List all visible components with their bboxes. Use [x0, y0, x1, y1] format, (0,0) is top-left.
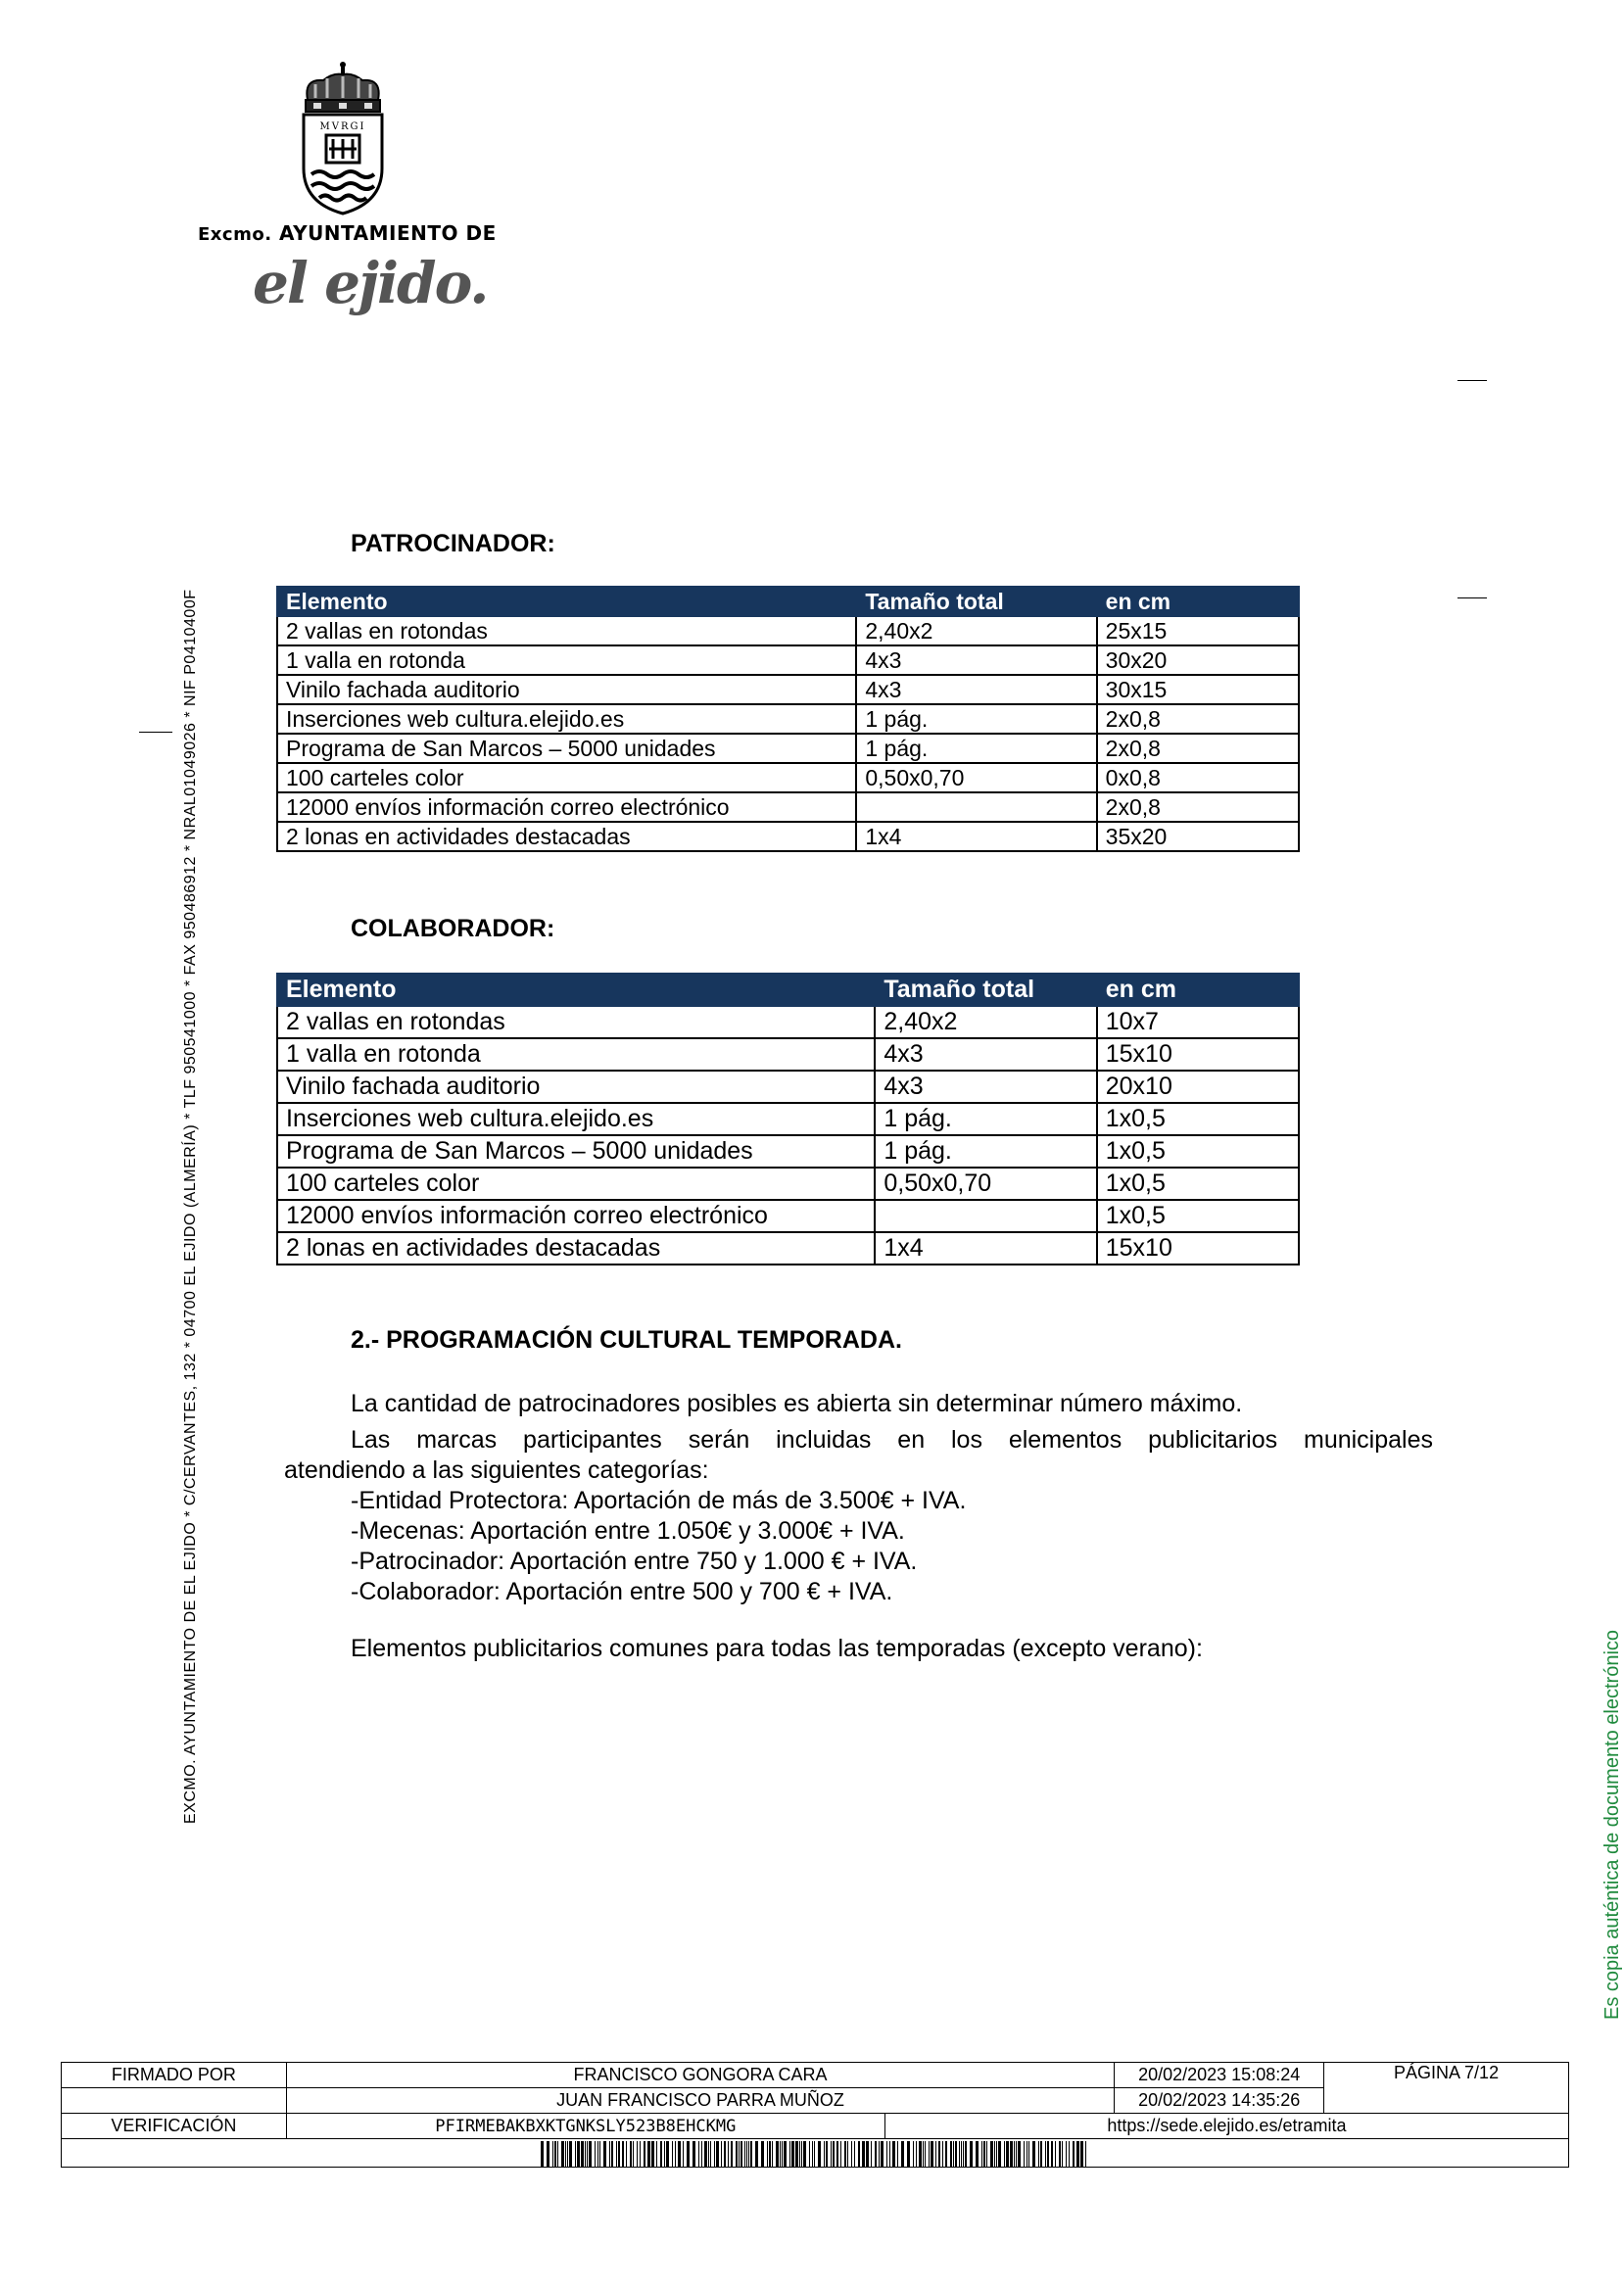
- barcode-bar: [664, 2141, 665, 2167]
- barcode-bar: [776, 2141, 779, 2167]
- barcode-bar: [710, 2141, 711, 2167]
- barcode-bar: [1024, 2141, 1025, 2167]
- table-header: Elemento: [277, 587, 856, 616]
- barcode-bar: [780, 2141, 781, 2167]
- table-header: Elemento: [277, 974, 875, 1006]
- barcode-bar: [789, 2141, 790, 2167]
- barcode-bar: [640, 2141, 641, 2167]
- barcode-bar: [1059, 2141, 1061, 2167]
- barcode-bar: [622, 2141, 624, 2167]
- table-header: en cm: [1097, 587, 1299, 616]
- barcode-bar: [704, 2141, 707, 2167]
- table-cell: 2x0,8: [1097, 734, 1299, 763]
- barcode-bar: [831, 2141, 832, 2167]
- table-cell: Programa de San Marcos – 5000 unidades: [277, 734, 856, 763]
- barcode-bar: [637, 2141, 638, 2167]
- table-cell: 1x0,5: [1097, 1200, 1299, 1232]
- coat-of-arms-logo: [294, 61, 392, 217]
- table-cell: 1x4: [856, 822, 1096, 851]
- paragraph-patrocinadores: La cantidad de patrocinadores posibles es abierta sin determinar número máximo.: [351, 1390, 1243, 1417]
- barcode-bar: [901, 2141, 904, 2167]
- barcode-bar: [942, 2141, 943, 2167]
- barcode-bar: [994, 2141, 995, 2167]
- barcode-bar: [803, 2141, 806, 2167]
- table-cell: 2 lonas en actividades destacadas: [277, 1232, 875, 1265]
- table-row: [277, 792, 1299, 822]
- table-cell: 1 pág.: [875, 1103, 1096, 1135]
- barcode-bar: [851, 2141, 852, 2167]
- table-cell: 2x0,8: [1097, 704, 1299, 734]
- table-cell: 20x10: [1097, 1071, 1299, 1103]
- barcode-bar: [557, 2141, 558, 2167]
- barcode-bar: [547, 2141, 549, 2167]
- barcode-bar: [597, 2141, 598, 2167]
- table-cell: Vinilo fachada auditorio: [277, 675, 856, 704]
- barcode-bar: [996, 2141, 997, 2167]
- barcode-bar: [913, 2141, 914, 2167]
- verification-code: PFIRMEBAKBXKTGNKSLY523B8EHCKMG: [287, 2114, 885, 2138]
- signed-by-label: FIRMADO POR: [62, 2063, 287, 2088]
- barcode-bar: [986, 2141, 987, 2167]
- barcode-bar: [812, 2141, 813, 2167]
- barcode-bar: [1018, 2141, 1021, 2167]
- barcode-bar: [826, 2141, 828, 2167]
- barcode-bar: [660, 2141, 662, 2167]
- barcode-bar: [1080, 2141, 1083, 2167]
- paragraph-elementos-comunes: Elementos publicitarios comunes para todas las temporadas (excepto verano):: [351, 1635, 1203, 1662]
- barcode-bar: [809, 2141, 810, 2167]
- table-cell: 2 vallas en rotondas: [277, 1006, 875, 1038]
- barcode-bar: [833, 2141, 835, 2167]
- barcode-bar: [595, 2141, 596, 2167]
- table-cell: 0,50x0,70: [856, 763, 1096, 792]
- barcode-bar: [744, 2141, 745, 2167]
- table-cell: 1 pág.: [875, 1135, 1096, 1168]
- barcode-bar: [761, 2141, 764, 2167]
- barcode-bar: [1032, 2141, 1035, 2167]
- barcode-bar: [818, 2141, 821, 2167]
- table-cell: 4x3: [856, 645, 1096, 675]
- table-cell: 12000 envíos información correo electrónico: [277, 1200, 875, 1232]
- barcode-bar: [836, 2141, 838, 2167]
- barcode-bar: [698, 2141, 699, 2167]
- barcode-bar: [1055, 2141, 1056, 2167]
- barcode-bar: [935, 2141, 936, 2167]
- barcode-bar: [630, 2141, 632, 2167]
- barcode-bar: [746, 2141, 747, 2167]
- barcode-bar: [724, 2141, 726, 2167]
- table-row: [277, 734, 1299, 763]
- barcode-bar: [955, 2141, 957, 2167]
- colaborador-title: COLABORADOR:: [351, 915, 555, 942]
- barcode-bar: [871, 2141, 872, 2167]
- barcode-bar: [889, 2141, 890, 2167]
- barcode-bar: [708, 2141, 709, 2167]
- barcode-bar: [587, 2141, 588, 2167]
- barcode-bar: [795, 2141, 798, 2167]
- colaborador-table: [276, 973, 1300, 1265]
- barcode-bar: [611, 2141, 613, 2167]
- barcode-bar: [1069, 2141, 1070, 2167]
- table-row: [277, 822, 1299, 851]
- barcode-bar: [879, 2141, 880, 2167]
- barcode-bar: [716, 2141, 719, 2167]
- barcode-row: [62, 2139, 1569, 2168]
- barcode-bar: [1047, 2141, 1049, 2167]
- table-row: [277, 763, 1299, 792]
- barcode-bar: [603, 2141, 606, 2167]
- barcode-bar: [1045, 2141, 1046, 2167]
- table-cell: 12000 envíos información correo electrónico: [277, 792, 856, 822]
- barcode-bar: [784, 2141, 787, 2167]
- verification-row: [286, 2114, 1568, 2139]
- barcode-bar: [1014, 2141, 1015, 2167]
- table-row: [277, 675, 1299, 704]
- table-cell: 10x7: [1097, 1006, 1299, 1038]
- verification-url[interactable]: https://sede.elejido.es/etramita: [1107, 2116, 1347, 2135]
- barcode-bar: [923, 2141, 924, 2167]
- paragraph-marcas: [284, 1425, 1433, 1486]
- barcode-bar: [714, 2141, 715, 2167]
- table-cell: 2 vallas en rotondas: [277, 616, 856, 645]
- barcode-bar: [721, 2141, 722, 2167]
- barcode-bar: [687, 2141, 690, 2167]
- table-cell: Programa de San Marcos – 5000 unidades: [277, 1135, 875, 1168]
- barcode-bar: [1028, 2141, 1029, 2167]
- table-cell: Inserciones web cultura.elejido.es: [277, 704, 856, 734]
- svg-text:MVRGI: MVRGI: [319, 121, 366, 132]
- table-row: [277, 1168, 1299, 1200]
- programacion-title: 2.- PROGRAMACIÓN CULTURAL TEMPORADA.: [351, 1326, 902, 1354]
- barcode-bar: [998, 2141, 1001, 2167]
- barcode-bar: [862, 2141, 865, 2167]
- signature-date: 20/02/2023 15:08:24: [1115, 2063, 1324, 2088]
- table-row: [277, 645, 1299, 675]
- margin-mark: [1457, 380, 1487, 381]
- barcode-bar: [1066, 2141, 1067, 2167]
- barcode: [541, 2141, 1089, 2167]
- table-cell: 35x20: [1097, 822, 1299, 851]
- table-cell: 1x0,5: [1097, 1103, 1299, 1135]
- barcode-bar: [959, 2141, 960, 2167]
- barcode-bar: [840, 2141, 841, 2167]
- empty-cell: [62, 2088, 287, 2114]
- barcode-bar: [931, 2141, 933, 2167]
- list-item: -Mecenas: Aportación entre 1.050€ y 3.000€ + IVA.: [351, 1517, 905, 1545]
- patrocinador-table: [276, 586, 1300, 852]
- table-row: [277, 1200, 1299, 1232]
- table-cell: 15x10: [1097, 1038, 1299, 1071]
- table-row: [277, 1103, 1299, 1135]
- barcode-bar: [748, 2141, 749, 2167]
- barcode-bar: [854, 2141, 855, 2167]
- barcode-bar: [907, 2141, 910, 2167]
- barcode-bar: [1073, 2141, 1075, 2167]
- table-cell: 0x0,8: [1097, 763, 1299, 792]
- barcode-bar: [929, 2141, 930, 2167]
- side-address-text: EXCMO. AYUNTAMIENTO DE EL EJIDO * C/CERVANTES, 132 * 04700 EL EJIDO (ALMERÍA) * TLF 950541000 * FAX 950486912 * NRAL01049026 * NIF P0410400F: [182, 589, 199, 1824]
- table-cell: 0,50x0,70: [875, 1168, 1096, 1200]
- verification-label: VERIFICACIÓN: [62, 2114, 287, 2139]
- table-header: Tamaño total: [875, 974, 1096, 1006]
- logo-institution-name: [198, 221, 497, 245]
- barcode-bar: [541, 2141, 544, 2167]
- patrocinador-title: PATROCINADOR:: [351, 530, 555, 557]
- table-row: [277, 1232, 1299, 1265]
- barcode-bar: [801, 2141, 802, 2167]
- barcode-bar: [750, 2141, 752, 2167]
- barcode-bar: [945, 2141, 947, 2167]
- barcode-bar: [814, 2141, 815, 2167]
- page-number: PÁGINA 7/12: [1324, 2063, 1569, 2114]
- barcode-bar: [644, 2141, 645, 2167]
- barcode-bar: [938, 2141, 940, 2167]
- barcode-bar: [1085, 2141, 1086, 2167]
- signature-table: [61, 2062, 1569, 2168]
- barcode-bar: [950, 2141, 952, 2167]
- table-cell: 1 pág.: [856, 734, 1096, 763]
- table-cell: 1 pág.: [856, 704, 1096, 734]
- barcode-bar: [990, 2141, 993, 2167]
- barcode-bar: [693, 2141, 695, 2167]
- barcode-bar: [675, 2141, 676, 2167]
- barcode-bar: [1010, 2141, 1013, 2167]
- list-item: -Entidad Protectora: Aportación de más de 3.500€ + IVA.: [351, 1487, 967, 1514]
- table-row: [277, 1006, 1299, 1038]
- table-header: en cm: [1097, 974, 1299, 1006]
- barcode-bar: [981, 2141, 982, 2167]
- logo-prefix: Excmo.: [198, 224, 272, 245]
- barcode-bar: [755, 2141, 758, 2167]
- barcode-bar: [925, 2141, 926, 2167]
- table-row: [277, 1038, 1299, 1071]
- barcode-bar: [672, 2141, 673, 2167]
- barcode-bar: [656, 2141, 657, 2167]
- table-cell: 15x10: [1097, 1232, 1299, 1265]
- barcode-bar: [847, 2141, 848, 2167]
- barcode-bar: [728, 2141, 729, 2167]
- barcode-bar: [569, 2141, 572, 2167]
- table-cell: 30x20: [1097, 645, 1299, 675]
- barcode-bar: [983, 2141, 985, 2167]
- barcode-bar: [666, 2141, 669, 2167]
- barcode-bar: [875, 2141, 877, 2167]
- barcode-bar: [552, 2141, 553, 2167]
- barcode-bar: [651, 2141, 654, 2167]
- table-cell: Vinilo fachada auditorio: [277, 1071, 875, 1103]
- table-cell: 1x0,5: [1097, 1168, 1299, 1200]
- table-cell: Inserciones web cultura.elejido.es: [277, 1103, 875, 1135]
- barcode-bar: [976, 2141, 979, 2167]
- barcode-bar: [678, 2141, 681, 2167]
- list-item: -Colaborador: Aportación entre 500 y 700 € + IVA.: [351, 1578, 893, 1605]
- list-item: -Patrocinador: Aportación entre 750 y 1.000 € + IVA.: [351, 1548, 918, 1575]
- table-cell: 4x3: [856, 675, 1096, 704]
- barcode-bar: [647, 2141, 650, 2167]
- table-row: [277, 1135, 1299, 1168]
- categories-list: [351, 1486, 966, 1607]
- table-cell: 30x15: [1097, 675, 1299, 704]
- barcode-bar: [585, 2141, 586, 2167]
- table-cell: 25x15: [1097, 616, 1299, 645]
- barcode-bar: [1040, 2141, 1042, 2167]
- table-cell: 1 valla en rotonda: [277, 1038, 875, 1071]
- barcode-bar: [565, 2141, 566, 2167]
- barcode-bar: [791, 2141, 794, 2167]
- barcode-bar: [575, 2141, 576, 2167]
- table-cell: 2 lonas en actividades destacadas: [277, 822, 856, 851]
- table-cell: 4x3: [875, 1071, 1096, 1103]
- barcode-bar: [916, 2141, 917, 2167]
- barcode-bar: [1051, 2141, 1053, 2167]
- barcode-bar: [1004, 2141, 1005, 2167]
- barcode-bar: [1006, 2141, 1009, 2167]
- table-row: [277, 616, 1299, 645]
- barcode-bar: [633, 2141, 634, 2167]
- barcode-bar: [961, 2141, 962, 2167]
- barcode-bar: [866, 2141, 869, 2167]
- barcode-bar: [892, 2141, 895, 2167]
- barcode-bar: [567, 2141, 568, 2167]
- barcode-bar: [581, 2141, 584, 2167]
- margin-mark: [1457, 597, 1487, 598]
- table-cell: 1x0,5: [1097, 1135, 1299, 1168]
- barcode-bar: [577, 2141, 580, 2167]
- barcode-bar: [953, 2141, 954, 2167]
- barcode-bar: [858, 2141, 860, 2167]
- table-cell: 1 valla en rotonda: [277, 645, 856, 675]
- table-cell: 4x3: [875, 1038, 1096, 1071]
- barcode-bar: [1038, 2141, 1039, 2167]
- barcode-bar: [769, 2141, 771, 2167]
- signer-name: JUAN FRANCISCO PARRA MUÑOZ: [286, 2088, 1114, 2114]
- table-cell: 1x4: [875, 1232, 1096, 1265]
- barcode-bar: [919, 2141, 922, 2167]
- barcode-bar: [740, 2141, 742, 2167]
- barcode-bar: [1062, 2141, 1063, 2167]
- barcode-bar: [683, 2141, 684, 2167]
- barcode-bar: [731, 2141, 733, 2167]
- logo-wordmark: el ejido.: [253, 250, 488, 316]
- table-cell: 100 carteles color: [277, 763, 856, 792]
- table-header: Tamaño total: [856, 587, 1096, 616]
- logo-main-label: AYUNTAMIENTO DE: [279, 221, 497, 245]
- barcode-bar: [554, 2141, 556, 2167]
- barcode-bar: [824, 2141, 825, 2167]
- barcode-bar: [626, 2141, 627, 2167]
- table-cell: [856, 792, 1096, 822]
- barcode-bar: [599, 2141, 600, 2167]
- barcode-bar: [844, 2141, 846, 2167]
- barcode-bar: [782, 2141, 783, 2167]
- signer-name: FRANCISCO GONGORA CARA: [286, 2063, 1114, 2088]
- barcode-bar: [886, 2141, 887, 2167]
- barcode-bar: [965, 2141, 967, 2167]
- barcode-bar: [881, 2141, 884, 2167]
- table-row: [277, 1071, 1299, 1103]
- margin-mark: [139, 732, 172, 733]
- barcode-bar: [739, 2141, 740, 2167]
- barcode-bar: [618, 2141, 620, 2167]
- barcode-bar: [970, 2141, 973, 2167]
- barcode-bar: [897, 2141, 898, 2167]
- authentic-copy-label: Es copia auténtica de documento electrónico: [1601, 1629, 1623, 2020]
- barcode-bar: [589, 2141, 592, 2167]
- barcode-bar: [767, 2141, 768, 2167]
- signature-date: 20/02/2023 14:35:26: [1115, 2088, 1324, 2114]
- table-cell: [875, 1200, 1096, 1232]
- table-cell: 100 carteles color: [277, 1168, 875, 1200]
- barcode-bar: [701, 2141, 702, 2167]
- barcode-bar: [799, 2141, 800, 2167]
- barcode-bar: [561, 2141, 564, 2167]
- barcode-bar: [736, 2141, 738, 2167]
- barcode-bar: [963, 2141, 964, 2167]
- table-row: [277, 704, 1299, 734]
- barcode-bar: [609, 2141, 610, 2167]
- table-cell: 2x0,8: [1097, 792, 1299, 822]
- table-cell: 2,40x2: [856, 616, 1096, 645]
- table-cell: 2,40x2: [875, 1006, 1096, 1038]
- paragraph-marcas-line1: Las marcas participantes serán incluidas en los elementos publicitarios municipales: [351, 1426, 1433, 1454]
- paragraph-marcas-line2: atendiendo a las siguientes categorías:: [284, 1456, 709, 1484]
- barcode-bar: [772, 2141, 773, 2167]
- barcode-bar: [616, 2141, 617, 2167]
- barcode-bar: [1016, 2141, 1017, 2167]
- barcode-bar: [1076, 2141, 1079, 2167]
